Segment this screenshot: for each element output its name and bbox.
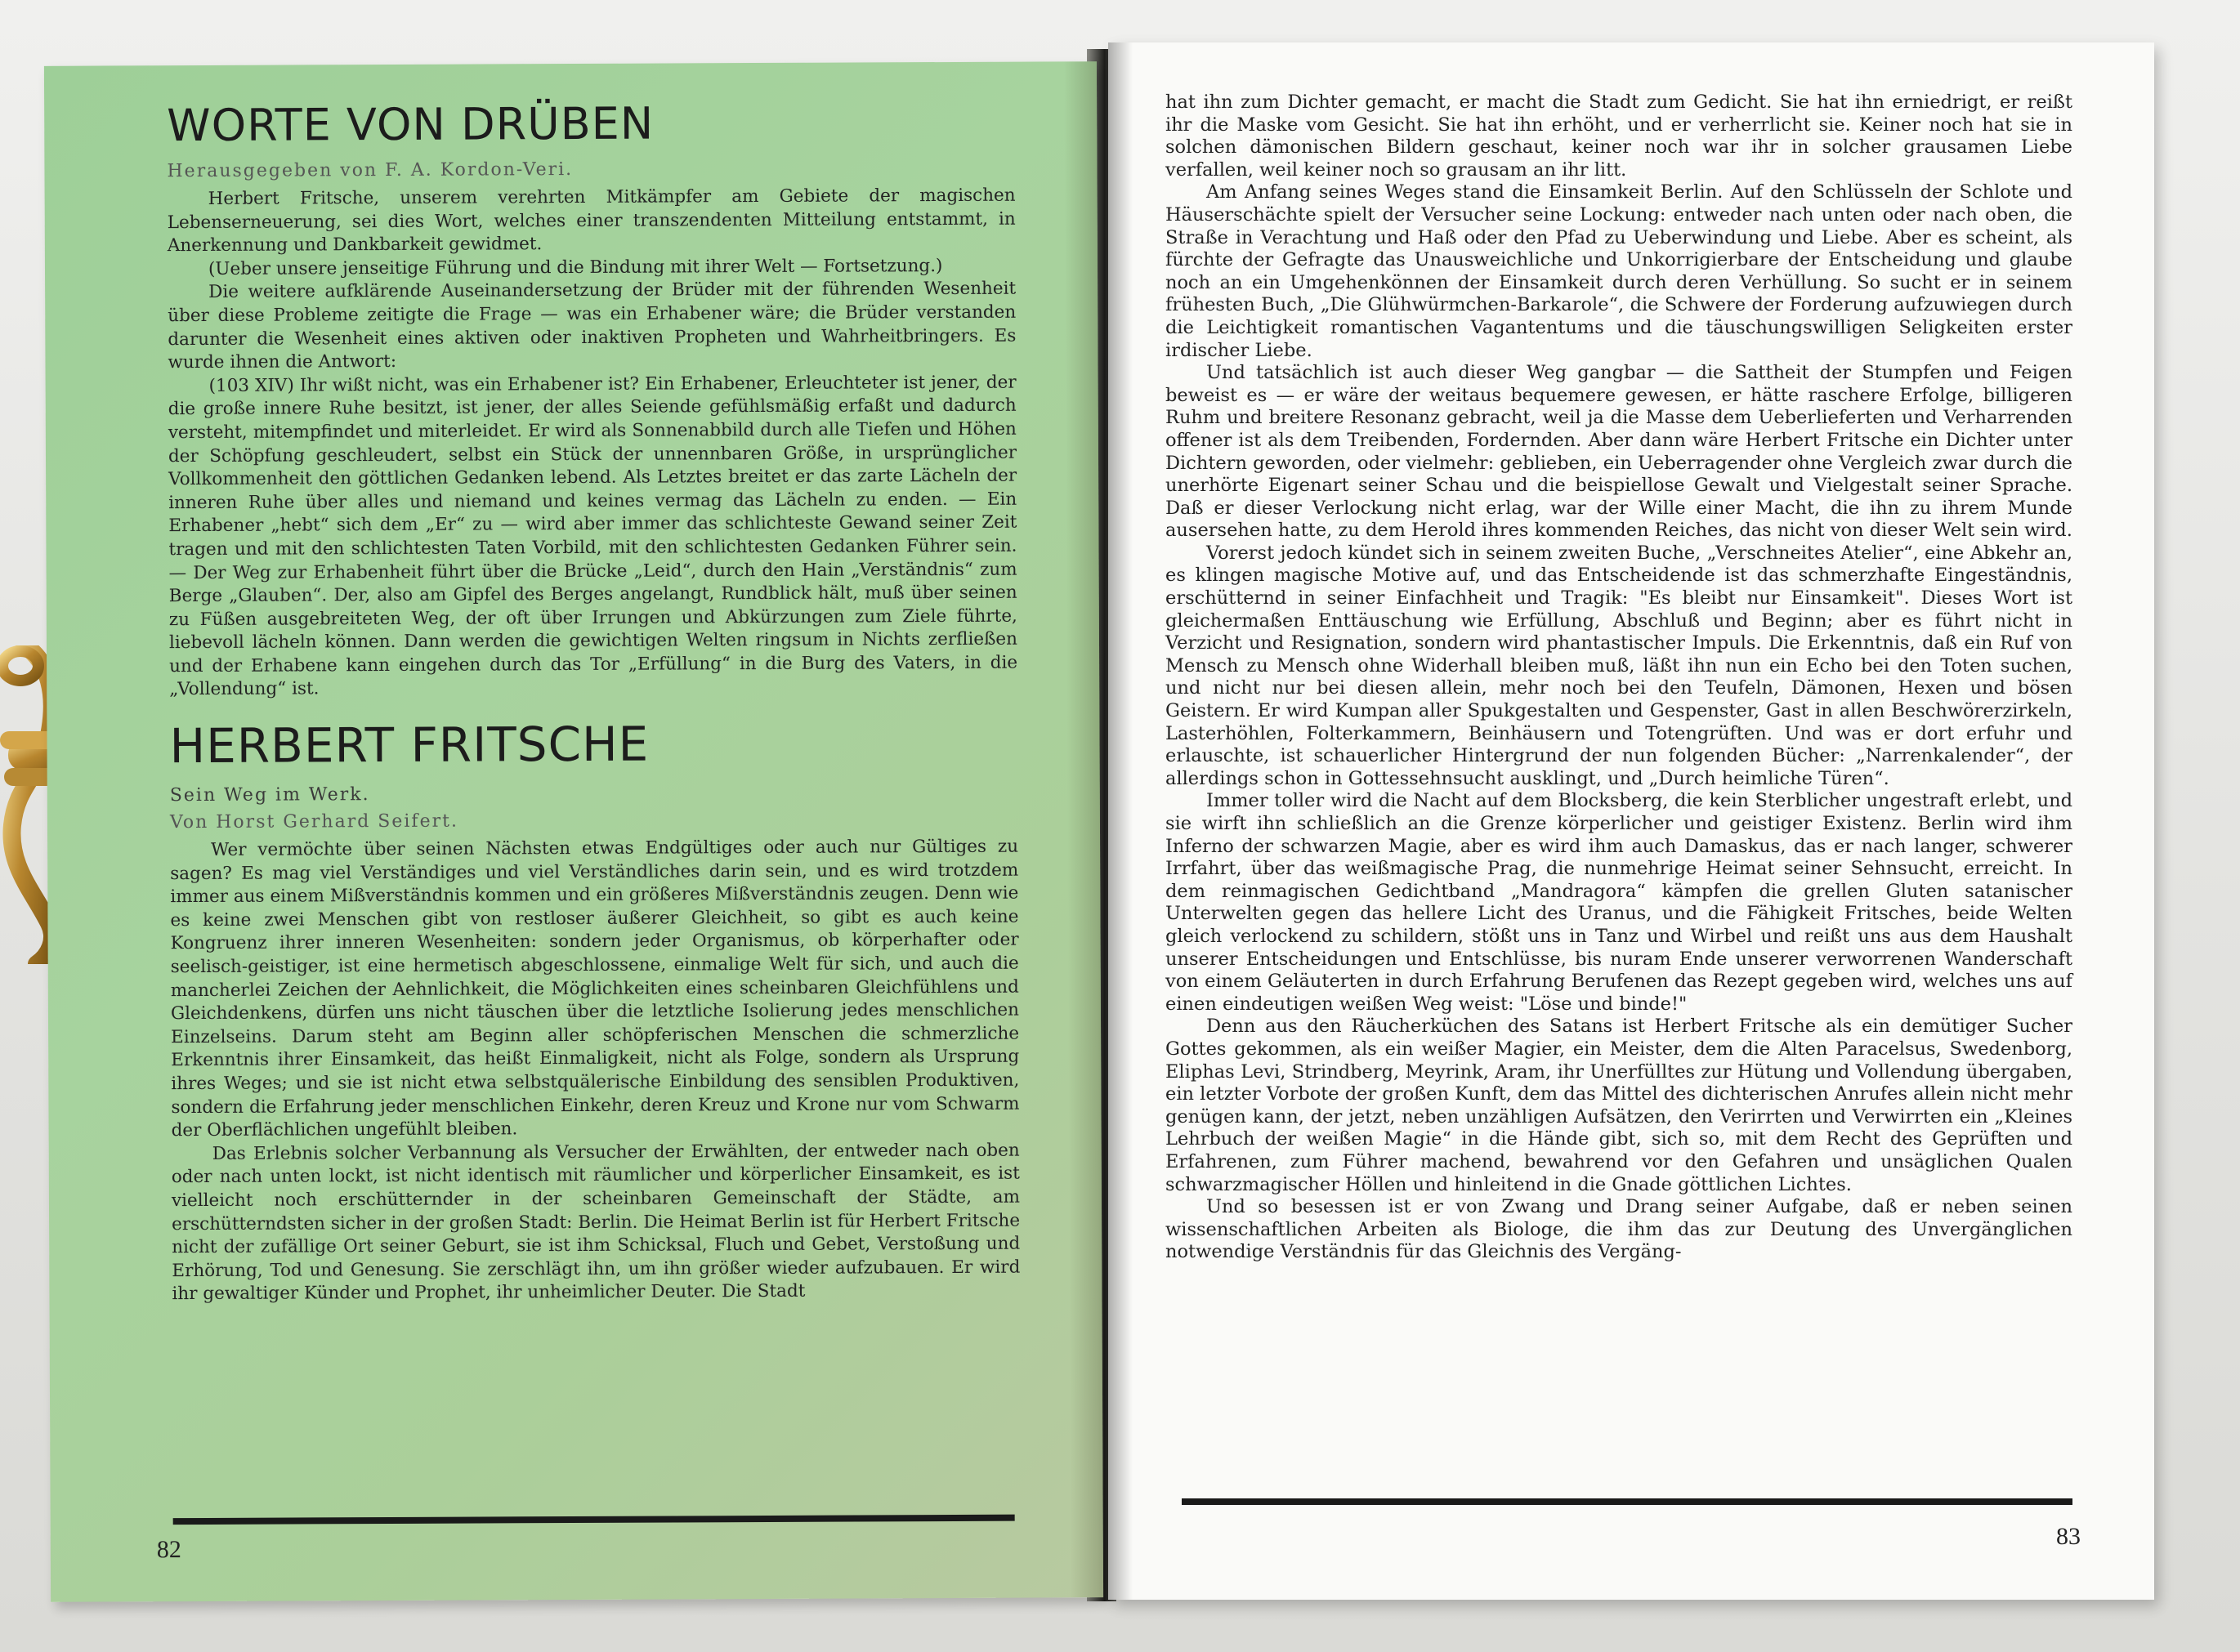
section-body	[168, 185, 1018, 703]
article-body	[170, 836, 1020, 1306]
section-title: WORTE VON DRÜBEN	[167, 97, 655, 152]
paragraph: hat ihn zum Dichter gemacht, er macht die Stadt zum Gedicht. Sie hat ihn erniedrigt, er reißt ihr die Maske vom Gesicht. Sie hat ihn erhöht, und er verherrlicht sie. Keiner noch hat sie in solchen dämonischen Bildern geschaut, keiner noch war ihr in solcher grausamen Liebe verfallen, weil keiner noch so grausam an ihr litt.	[1165, 92, 2072, 181]
footer-rule	[1182, 1498, 2072, 1505]
paragraph: Am Anfang seines Weges stand die Einsamkeit Berlin. Auf den Schlüsseln der Schlote und Häuserschächte spielt der Versucher seine Lockung: entweder nach unten oder nach oben, die Straße in Verachtung und Haß oder den Pfad zu Ueberwindung und Liebe. Aber es scheint, als fürchte der Gefragte das Unausweichliche und Unkorrigierbare der Entscheidung und glaube noch an ein Umgehenkönnen der Einsamkeit durch deren Verhüllung. So sucht er in seinem frühesten Buch, „Die Glühwürmchen-Barkarole“, die Schwere der Forderung aufzuwiegen durch die Leichtigkeit romantischen Vagantentums und die täuschungswilligen Seligkeiten erster irdischer Liebe.	[1165, 181, 2072, 361]
right-page	[1108, 42, 2154, 1600]
page-number: 83	[2056, 1523, 2081, 1550]
left-page	[44, 61, 1103, 1602]
page-number: 82	[156, 1536, 181, 1564]
footer-rule	[173, 1515, 1015, 1525]
article-byline: Von Horst Gerhard Seifert.	[169, 810, 458, 833]
paragraph: Wer vermöchte über seinen Nächsten etwas Endgültiges oder auch nur Gültiges zu sagen? Es mag viel Verständiges und viel Verständliches darin sein, und es wird trotzdem immer aus einem Mißverständnis kommen und ein größeres Mißverständnis zeugen. Denn wie es keine zwei Menschen gibt von restloser äußerer Gleichheit, so gibt es auch keine Kongruenz ihrer inneren Wesenheiten: sondern jeder Organismus, ob körperhafter oder seelisch-geistiger, ist eine hermetisch abgeschlossene, einmalige Welt für sich, und auch die mancherlei Zeichen der Aehnlichkeit, die Möglichkeiten eines scheinbaren Gleichfühlens und Gleichdenkens, dürfen uns nicht täuschen über die letztliche Isolierung jedes menschlichen Einzelseins. Darum steht am Beginn aller schöpferischen Menschen die schmerzliche Erkenntnis ihrer Einsamkeit, das heißt Einmaligkeit, nicht als Folge, sondern als Ursprung ihres Weges; und sie ist nicht etwa selbstquälerische Einbildung des sensiblen Produktiven, sondern die Erfahrung jeder menschlichen Einkehr, deren Kreuz und Krone nur vom Schwarm der Oberflächlichen ungefühlt bleiben.	[170, 836, 1020, 1141]
paragraph: Immer toller wird die Nacht auf dem Blocksberg, die kein Sterblicher ungestraft erlebt, und sie wirft ihn schließlich an die Grenze körperlicher und geistiger Existenz. Berlin wird ihm Inferno der schwarzen Magie, aber es wird ihm auch Damaskus, das er nach langer, schwerer Irrfahrt, über das weißmagische Prag, die nunmehrige Heimat seiner Sehnsucht, erreicht. In dem reinmagischen Gedichtband „Mandragora“ kämpfen die grellen Gluten satanischer Unterwelten gegen das hellere Licht des Uranus, und die Fähigkeit Fritsches, beide Welten gleich verlockend zu schildern, stößt uns in Tanz und Wirbel und reißt uns aus dem Haushalt unserer Entscheidungen und Entschlüsse, bis nuram Ende unserer verworrenen Wanderschaft von einem Geläuterten in durch Erfahrung Berufenen das Rezept gegeben wird, welches uns auf einen eindeutigen weißen Weg weist: "Löse und binde!"	[1165, 790, 2072, 1015]
paragraph: Das Erlebnis solcher Verbannung als Versucher der Erwählten, der entweder nach oben oder nach unten lockt, ist nicht identisch mit räumlicher und körperlicher Einsamkeit, es ist vielleicht noch erschütternder in der scheinbaren Gemeinschaft der Städte, am erschütterndsten sicher in der großen Stadt: Berlin. Die Heimat Berlin ist für Herbert Fritsche nicht der zufällige Ort seiner Geburt, sie ist ihm Schicksal, Fluch und Gebet, Verstoßung und Erhörung, Tod und Genesung. Sie zerschlägt ihn, um ihn größer wieder aufzubauen. Er wird ihr gewaltiger Künder und Prophet, ihr unheimlicher Deuter. Die Stadt	[171, 1140, 1021, 1305]
paragraph: Vorerst jedoch kündet sich in seinem zweiten Buche, „Verschneites Atelier“, eine Abkehr an, es klingen magische Motive auf, und das Entscheidende ist das schmerzhafte Eingeständnis, erschütternd in seiner Einfachheit und Tragik: "Es bleibt nur Einsamkeit". Dieses Wort ist gleichermaßen Enttäuschung wie Erfüllung, Abschluß und Beginn; aber es führt nicht in Verzicht und Resignation, sondern wird phantastischer Impuls. Die Erkenntnis, daß ein Ruf von Mensch zu Mensch ohne Widerhall bleiben muß, läßt ihn nun ein Echo bei den Toten suchen, und nicht nur bei diesen allein, mehr noch bei den Teufeln, Dämonen, Hexen und bösen Geistern. Er wird Kumpan aller Spukgestalten und Gespenster, Gast in allen Beschwörerzirkeln, Lasterhöhlen, Folterkammern, Beinhäusern und Totengrüften. Und was er dort erfuhr und erlauschte, ist schauerlicher Hintergrund der nun folgenden Bücher: „Narrenkalender“, der allerdings schon in Gottessehnsucht ausklingt, und „Durch heimliche Türen“.	[1165, 542, 2072, 789]
paragraph: (103 XIV) Ihr wißt nicht, was ein Erhabener ist? Ein Erhabener, Erleuchteter ist jener, der die große innere Ruhe besitzt, ist jener, der alles Seiende gefühlsmäßig erfaßt und dadurch versteht, mitempfindet und miterleidet. Er wird als Sonnenabbild durch alle Tiefen und Höhen der Schöpfung geschleudert, selbst ein Stück der unnennbaren Größe, in ursprünglicher Vollkommenheit den göttlichen Gedanken lebend. Als Letztes breitet er das zarte Lächeln der inneren Ruhe über alles und niemand und keines vermag das Lächeln zu enden. — Ein Erhabener „hebt“ sich dem „Er“ zu — wird aber immer das schlichteste Gewand seiner Zeit tragen und mit den schlichtesten Taten Vorbild, mit den schlichtesten Gedanken Führer sein. — Der Weg zur Erhabenheit führt über die Brücke „Leid“, durch den Hain „Verständnis“ zum Berge „Glauben“. Der, also am Gipfel des Berges angelangt, Rundblick hält, muß über seinen zu Füßen ausgebreiteten Weg, der oft über Irrungen und Abkürzungen zum Ziele führte, liebevoll lächeln können. Dann werden die gewichtigen Welten ringsum in Nichts zerfließen und der Erhabene kann eingehen durch das Tor „Erfüllung“ in die Burg des Vaters, in die „Vollendung“ ist.	[168, 372, 1018, 700]
article-body-continued	[1165, 92, 2072, 1264]
article-title: HERBERT FRITSCHE	[169, 716, 650, 775]
paragraph: Und tatsächlich ist auch dieser Weg gangbar — die Sattheit der Stumpfen und Feigen beweist es — er wäre der weitaus bequemere gewesen, er hätte raschere Erfolge, billigeren Ruhm und breitere Resonanz gebracht, weil ja die Masse dem Ueberlieferten und Verharrenden offener ist als dem Treibenden, Fordernden. Aber dann wäre Herbert Fritsche ein Dichter unter Dichtern geworden, oder vielmehr: geblieben, ein Ueberragender ohne Vergleich zwar durch die unerhörte Eigenart seiner Schau und die beispiellose Gewalt und Vielgestalt seiner Sprache. Daß er dieser Verlockung nicht erlag, war der Wille einer Macht, die ihn zu ihrem Munde ausersehen hatte, zu dem Herold ihres kommenden Reiches, das nicht von dieser Welt sein wird.	[1165, 362, 2072, 542]
section-byline: Herausgegeben von F. A. Kordon-Veri.	[167, 159, 574, 182]
article-subtitle: Sein Weg im Werk.	[169, 784, 370, 806]
paragraph: Denn aus den Räucherküchen des Satans ist Herbert Fritsche als ein demütiger Sucher Gottes gekommen, als ein weißer Magier, ein Meister, dem die Alten Paracelsus, Swedenborg, Eliphas Levi, Strindberg, Meyrink, Aram, ihr Unerfülltes zur Hütung und Vollendung übergaben, ein letzter Vorbote der großen Kunft, dem das Mittel des dichterischen Anrufes allein nicht mehr genügen kann, der jetzt, neben unzähligen Aufsätzen, den Verirrten und Verwirrten ein „Kleines Lehrbuch der weißen Magie“ in die Hände gibt, sich so, mit dem Recht des Geprüften und Erfahrenen, zum Führer machend, bewahrend vor den Gefahren und unsäglichen Qualen schwarzmagischer Höllen und hinleitend in die Gnade göttlichen Lichtes.	[1165, 1016, 2072, 1195]
paragraph: Die weitere aufklärende Auseinandersetzung der Brüder mit der führenden Wesenheit über diese Probleme zeitigte die Frage — was ein Erhabener wäre; die Brüder verstanden darunter die Wesenheit eines aktiven oder inaktiven Propheten und Wahrheitbringers. Es wurde ihnen die Antwort:	[168, 279, 1017, 373]
paragraph: Und so besessen ist er von Zwang und Drang seiner Aufgabe, daß er neben seinen wissenschaftlichen Arbeiten als Biologe, die ihm das zur Deutung des Unvergänglichen notwendige Verständnis für das Gleichnis des Vergäng-	[1165, 1196, 2072, 1263]
paragraph: (Ueber unsere jenseitige Führung und die Bindung mit ihrer Welt — Fortsetzung.)	[208, 255, 943, 279]
paragraph: Herbert Fritsche, unserem verehrten Mitkämpfer am Gebiete der magischen Lebenserneuerung, sei dies Wort, welches einer transzendenten Mitteilung entstammt, in Anerkennung und Dankbarkeit gewidmet.	[167, 185, 1016, 257]
